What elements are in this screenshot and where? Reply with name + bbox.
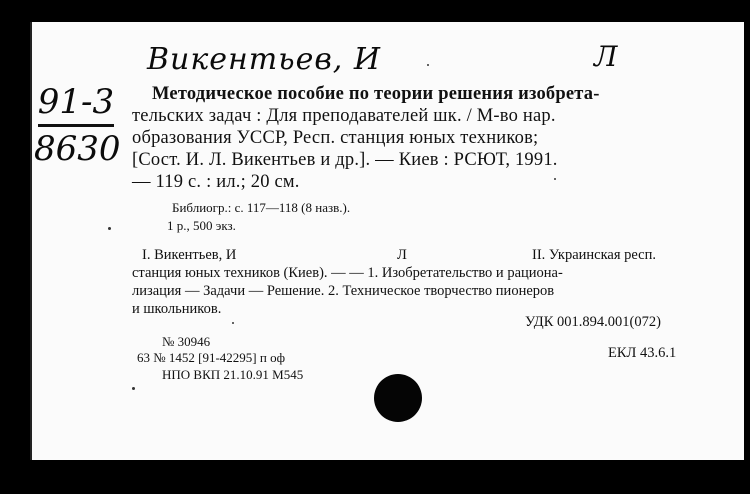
description-line-3: образования УССР, Респ. станция юных техников; (132, 128, 539, 148)
call-number-rule (38, 124, 114, 127)
price-note: 1 р., 500 экз. (167, 218, 236, 233)
footer-order: 63 № 1452 [91-42295] п оф (137, 350, 286, 365)
speck (132, 387, 135, 390)
description-line-1: Методическое пособие по теории решения изобрета- (152, 84, 600, 104)
tracing-author: I. Викентьев, И (142, 247, 237, 263)
description-line-4: [Сост. И. Л. Викентьев и др.]. — Киев : РСЮТ, 1991. (132, 150, 558, 170)
handwritten-letter: Л (594, 40, 618, 73)
description-line-2: тельских задач : Для преподавателей шк. / М-во нар. (132, 106, 556, 126)
tracing-letter: Л (397, 247, 407, 263)
speck (108, 227, 111, 230)
call-number-top: 91-3 (37, 82, 115, 122)
catalog-card (30, 22, 744, 460)
punch-hole (374, 374, 422, 422)
udk-code: УДК 001.894.001(072) (525, 314, 661, 330)
speck (232, 322, 234, 324)
bibliography-note: Библиогр.: с. 117—118 (8 назв.). (172, 200, 351, 215)
tracing-line-2: станция юных техников (Киев). — — 1. Изобретательство и рациона- (132, 265, 563, 281)
speck (427, 64, 429, 66)
description-line-5: — 119 с. : ил.; 20 см. (132, 172, 300, 192)
tracing-line-4: и школьников. (132, 301, 222, 317)
speck (554, 178, 556, 180)
handwritten-author: Викентьев, И (147, 42, 382, 77)
call-number (34, 82, 121, 169)
tracing-subject-2: II. Украинская респ. (532, 247, 657, 263)
footer-publisher: НПО ВКП 21.10.91 М545 (162, 367, 304, 382)
tracing-line-3: лизация — Задачи — Решение. 2. Техническое творчество пионеров (132, 283, 555, 299)
call-number-bottom: 8630 (34, 129, 121, 169)
ekl-code: ЕКЛ 43.6.1 (608, 345, 677, 361)
footer-number: № 30946 (162, 334, 211, 349)
